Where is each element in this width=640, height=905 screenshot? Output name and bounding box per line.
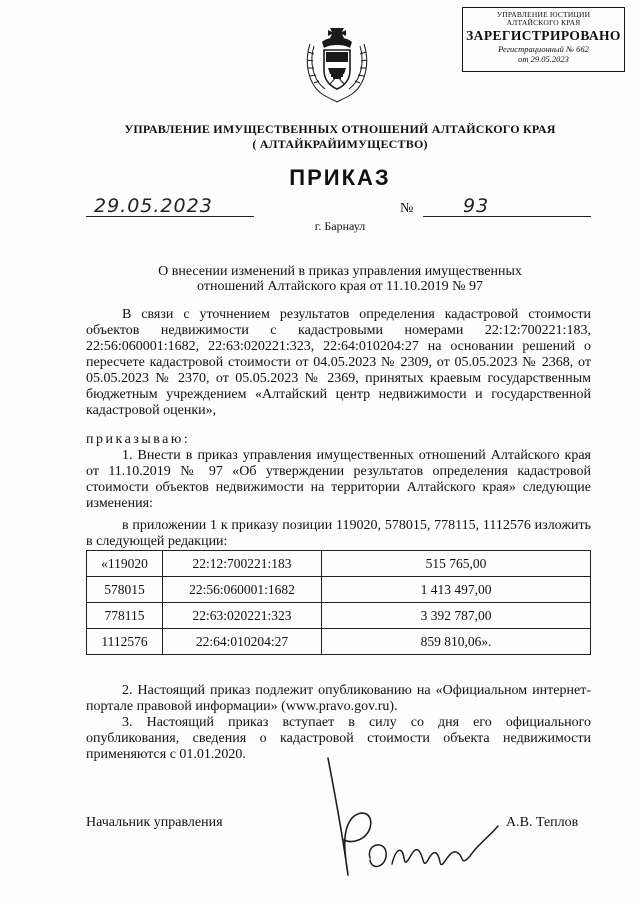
cadastral-number-cell: 22:64:010204:27 — [163, 629, 322, 655]
table-row — [87, 551, 591, 577]
stamp-title: ЗАРЕГИСТРИРОВАНО — [466, 28, 621, 43]
preamble-paragraph: В связи с уточнением результатов определения кадастровой стоимости объектов недвижимости с кадастровыми номерами 22:12:700221:183, 22:56:060001:1682, 22:63:020221:323, 22:64:010204:27 на основании решений о пересчете кадастровой стоимости от 04.05.2023 № 2309, от 05.05.2023 № 2368, от 05.05.2023 № 2370, от 05.05.2023 № 2369, принятых краевым государственным бюджетным учреждением «Алтайский центр недвижимости и государственной кадастровой оценки», — [86, 307, 591, 418]
signatory-name: А.В. Теплов — [506, 815, 579, 830]
number-underline — [423, 216, 591, 217]
order-number-handwritten: 93 — [463, 195, 490, 217]
position-cell: «119020 — [87, 551, 163, 577]
registration-stamp — [462, 7, 625, 72]
date-underline — [86, 216, 254, 217]
subject-line-1: О внесении изменений в приказ управления имущественных — [158, 264, 522, 279]
stamp-date: от 29.05.2023 — [518, 54, 569, 64]
cadastral-value-cell: 1 413 497,00 — [322, 577, 591, 603]
document-type-title: ПРИКАЗ — [289, 165, 391, 190]
position-cell: 778115 — [87, 603, 163, 629]
stamp-registration-number: Регистрационный № 662 — [498, 44, 589, 54]
item-1-subparagraph: в приложении 1 к приказу позиции 119020, 578015, 778115, 1112576 изложить в следующей редакции: — [86, 518, 591, 549]
positions-table — [86, 550, 591, 655]
table-row — [87, 577, 591, 603]
cadastral-value-cell: 859 810,06». — [322, 629, 591, 655]
position-cell: 1112576 — [87, 629, 163, 655]
stamp-authority-line1: УПРАВЛЕНИЕ ЮСТИЦИИ — [496, 10, 591, 19]
agency-name: УПРАВЛЕНИЕ ИМУЩЕСТВЕННЫХ ОТНОШЕНИЙ АЛТАЙСКОГО КРАЯ — [124, 122, 556, 136]
subject-line-2: отношений Алтайского края от 11.10.2019 № 97 — [197, 279, 483, 294]
city: г. Барнаул — [314, 219, 366, 233]
cadastral-number-cell: 22:56:060001:1682 — [163, 577, 322, 603]
cadastral-number-cell: 22:63:020221:323 — [163, 603, 322, 629]
cadastral-value-cell: 515 765,00 — [322, 551, 591, 577]
order-word: приказываю: — [86, 432, 191, 447]
number-sign: № — [400, 201, 414, 216]
agency-short-name: ( АЛТАЙКРАЙИМУЩЕСТВО) — [252, 137, 428, 151]
item-1-paragraph: 1. Внести в приказ управления имущественных отношений Алтайского края от 11.10.2019 № 97 «Об утверждении результатов определения кадастровой стоимости объектов недвижимости на территории Алтайского края» следующие изменения: — [86, 448, 591, 511]
signatory-title: Начальник управления — [86, 815, 223, 830]
table-row — [87, 603, 591, 629]
item-2-paragraph: 2. Настоящий приказ подлежит опубликованию на «Официальном интернет-портале правовой информации» (www.pravo.gov.ru). — [86, 683, 591, 714]
item-3-paragraph: 3. Настоящий приказ вступает в силу со дня его официального опубликования, сведения о кадастровой стоимости объекта недвижимости применяются с 01.01.2020. — [86, 715, 591, 762]
order-date-handwritten: 29.05.2023 — [94, 195, 213, 217]
cadastral-value-cell: 3 392 787,00 — [322, 603, 591, 629]
stamp-authority-line2: АЛТАЙСКОГО КРАЯ — [506, 18, 581, 27]
position-cell: 578015 — [87, 577, 163, 603]
order-subject — [100, 264, 580, 294]
coat-of-arms-emblem — [300, 22, 374, 104]
handwritten-signature — [300, 740, 510, 900]
table-row — [87, 629, 591, 655]
cadastral-number-cell: 22:12:700221:183 — [163, 551, 322, 577]
